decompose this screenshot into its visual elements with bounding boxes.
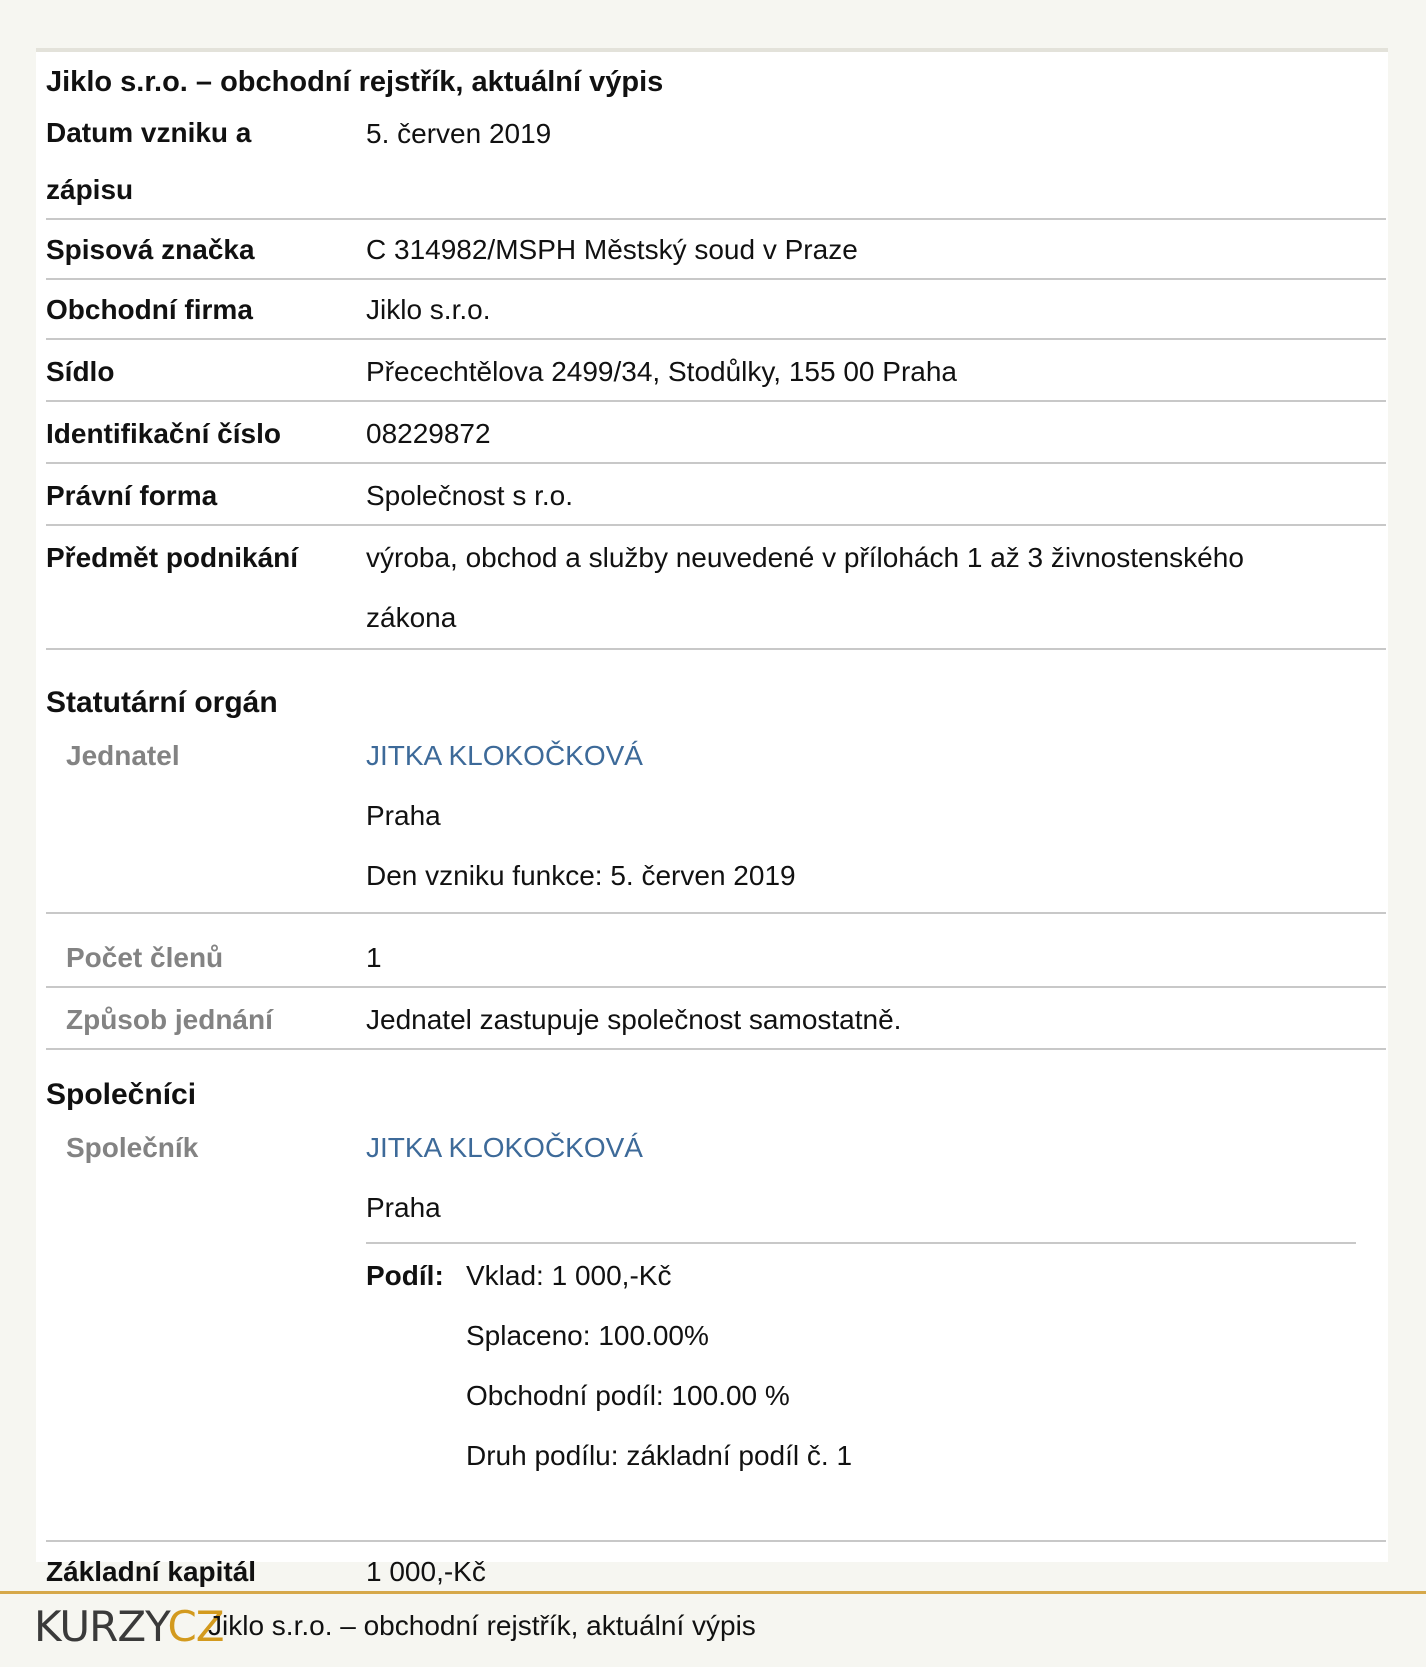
- row-business-scope: [46, 528, 1386, 650]
- person-city: Praha: [366, 1192, 441, 1223]
- row-value: Společnost s r.o.: [366, 480, 574, 511]
- share-line: Vklad: 1 000,-Kč: [466, 1260, 672, 1291]
- person-link[interactable]: JITKA KLOKOČKOVÁ: [366, 740, 643, 771]
- row-label: Sídlo: [46, 356, 115, 387]
- row-value: 1: [366, 942, 382, 973]
- row-label: Základní kapitál: [46, 1556, 257, 1587]
- row-file-number: [46, 220, 1386, 280]
- row-address: [46, 342, 1386, 402]
- row-value: 08229872: [366, 418, 491, 449]
- register-card: [36, 48, 1388, 1587]
- share-line: Obchodní podíl: 100.00 %: [466, 1380, 790, 1411]
- row-value: Jiklo s.r.o.: [366, 294, 491, 325]
- share-divider: [366, 1242, 1356, 1244]
- footer-title: Jiklo s.r.o. – obchodní rejstřík, aktuální výpis: [208, 1610, 756, 1641]
- kurzy-logo[interactable]: [34, 1602, 224, 1652]
- row-member-count: [46, 928, 1386, 988]
- row-legal-form: [46, 466, 1386, 526]
- row-company-id: [46, 404, 1386, 464]
- row-value: [366, 1118, 1356, 1238]
- row-value: výroba, obchod a služby neuvedené v přílohách 1 až 3 živnostenského zákona: [366, 542, 1244, 633]
- row-date: [46, 104, 1386, 220]
- section-heading-statutory: Statutární orgán: [46, 686, 278, 719]
- row-label: Právní forma: [46, 480, 218, 511]
- row-label: Předmět podnikání: [46, 542, 299, 573]
- section-heading-partners: Společníci: [46, 1078, 197, 1111]
- row-label: Společník: [66, 1132, 199, 1163]
- row-value: 1 000,-Kč: [366, 1556, 486, 1587]
- row-value: 5. červen 2019: [366, 118, 552, 149]
- row-acting-method: [46, 990, 1386, 1050]
- row-value: Přecechtělova 2499/34, Stodůlky, 155 00 Praha: [366, 356, 957, 387]
- person-city: Praha: [366, 800, 441, 831]
- row-label: Identifikační číslo: [46, 418, 281, 449]
- function-since: Den vzniku funkce: 5. červen 2019: [366, 860, 796, 891]
- share-label: Podíl:: [366, 1260, 444, 1291]
- row-label: Způsob jednání: [66, 1004, 273, 1035]
- row-label: Datum vzniku a zápisu: [46, 117, 252, 205]
- row-label: Obchodní firma: [46, 294, 253, 325]
- row-value: C 314982/MSPH Městský soud v Praze: [366, 234, 858, 265]
- person-link[interactable]: JITKA KLOKOČKOVÁ: [366, 1132, 643, 1163]
- row-executive: [46, 726, 1386, 914]
- row-partner: [46, 1118, 1386, 1542]
- row-label: Spisová značka: [46, 234, 255, 265]
- row-company-name: [46, 280, 1386, 340]
- logo-cz: CZ: [167, 1602, 224, 1651]
- share-line: Druh podílu: základní podíl č. 1: [466, 1440, 853, 1471]
- footer: [0, 1591, 1426, 1667]
- share-line: Splaceno: 100.00%: [466, 1320, 709, 1351]
- page-title: Jiklo s.r.o. – obchodní rejstřík, aktuální výpis: [46, 66, 664, 98]
- share-details: [466, 1246, 852, 1486]
- row-label: Počet členů: [66, 942, 224, 973]
- row-value: [366, 726, 1356, 906]
- row-label: Jednatel: [66, 740, 180, 771]
- row-value: Jednatel zastupuje společnost samostatně.: [366, 1004, 902, 1035]
- logo-kurzy: KURZY: [34, 1602, 168, 1651]
